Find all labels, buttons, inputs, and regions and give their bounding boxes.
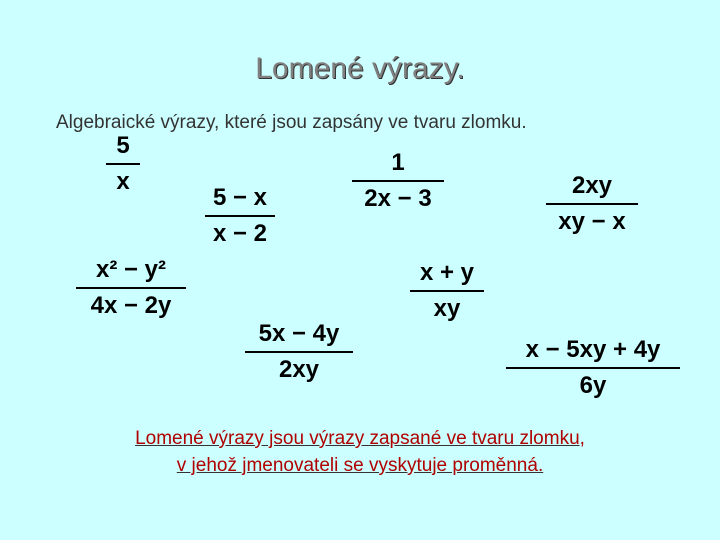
- fraction-bar: [410, 290, 484, 292]
- fraction-bar: [205, 215, 275, 217]
- fraction-bar: [106, 163, 140, 165]
- fraction-x-minus-5xy-plus-4y: [506, 336, 680, 400]
- fraction-numerator: 2xy: [571, 172, 613, 199]
- conclusion-text: [0, 425, 720, 479]
- fraction-denominator: xy − x: [558, 207, 626, 235]
- fraction-denominator: 2xy: [278, 355, 320, 383]
- slide-title: Lomené výrazy.: [255, 52, 465, 85]
- fraction-denominator: 6y: [579, 371, 607, 399]
- fraction-bar: [352, 180, 444, 182]
- fraction-numerator: 1: [391, 149, 405, 176]
- fraction-2xy: [546, 172, 638, 236]
- fraction-5x-minus-4y: [245, 320, 353, 384]
- fraction-5-over-x: [106, 132, 140, 196]
- fraction-denominator: 2x − 3: [364, 184, 432, 212]
- fraction-1-over-2x-minus-3: [352, 149, 444, 213]
- fraction-x-plus-y: [410, 259, 484, 323]
- conclusion-line-1: Lomené výrazy jsou výrazy zapsané ve tvaru zlomku,: [135, 428, 585, 449]
- fraction-numerator: 5 − x: [212, 184, 268, 211]
- fraction-numerator: x² − y²: [95, 256, 167, 283]
- fraction-numerator: 5: [116, 132, 130, 159]
- fraction-bar: [506, 367, 680, 369]
- fraction-bar: [76, 287, 186, 289]
- fraction-numerator: x − 5xy + 4y: [525, 336, 661, 363]
- slide-subtitle: Algebraické výrazy, které jsou zapsány ve tvaru zlomku.: [56, 112, 527, 133]
- fraction-bar: [245, 351, 353, 353]
- fraction-denominator: xy: [433, 294, 461, 322]
- fraction-numerator: x + y: [419, 259, 475, 286]
- fraction-bar: [546, 203, 638, 205]
- conclusion-line-2: v jehož jmenovateli se vyskytuje proměnná.: [176, 455, 544, 476]
- fraction-x2-minus-y2: [76, 256, 186, 320]
- fraction-denominator: x − 2: [212, 219, 268, 247]
- fraction-5-minus-x: [205, 184, 275, 248]
- fraction-denominator: 4x − 2y: [90, 291, 172, 319]
- fraction-denominator: x: [116, 167, 130, 195]
- fraction-numerator: 5x − 4y: [258, 320, 340, 347]
